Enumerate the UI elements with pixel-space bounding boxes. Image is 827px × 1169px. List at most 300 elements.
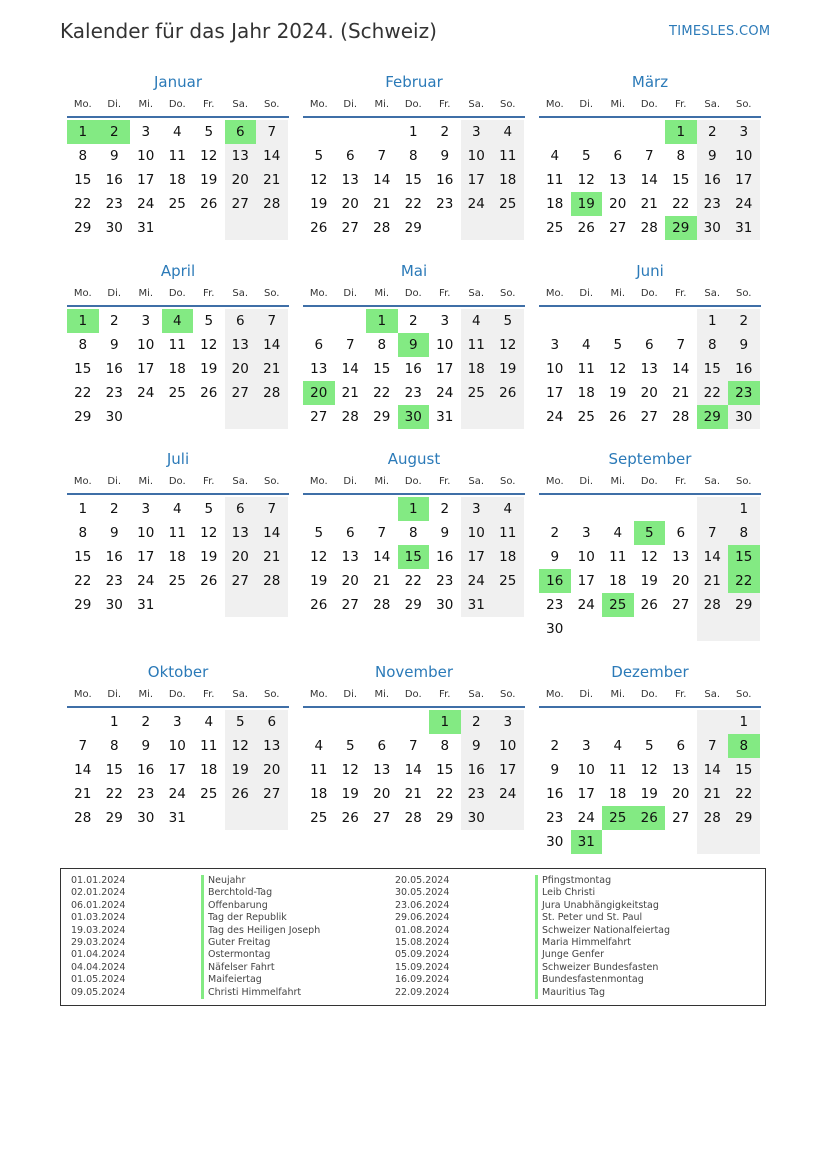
day-cell: 3 xyxy=(581,738,591,754)
day-cell: 8 xyxy=(78,525,88,541)
legend-date: 01.04.2024 xyxy=(71,949,126,961)
day-cell: 17 xyxy=(137,361,155,377)
day-cell: 13 xyxy=(225,144,257,168)
day-cell: 3 xyxy=(172,714,182,730)
day-cell: 15 xyxy=(404,172,422,188)
weekday-label: Sa. xyxy=(704,288,721,299)
holiday-legend xyxy=(60,868,766,1006)
day-cell: 15 xyxy=(74,361,92,377)
day-cell: 29 xyxy=(74,409,92,425)
day-cell: 15 xyxy=(373,361,391,377)
day-cell: 29 xyxy=(373,409,391,425)
weekday-label: Mi. xyxy=(610,99,626,110)
day-cell: 29 xyxy=(404,220,422,236)
weekday-label: Di. xyxy=(107,689,122,700)
day-cell: 3 xyxy=(141,501,151,517)
day-cell: 10 xyxy=(137,337,155,353)
weekday-label: Di. xyxy=(579,689,594,700)
weekday-label: Mi. xyxy=(610,288,626,299)
day-cell: 12 xyxy=(609,361,627,377)
day-cell: 14 xyxy=(341,361,359,377)
day-cell: 29 xyxy=(728,806,760,830)
month-name: September xyxy=(608,450,692,468)
legend-row xyxy=(61,962,761,975)
day-cell: 24 xyxy=(137,196,155,212)
day-cell: 30 xyxy=(546,621,564,637)
day-cell: 8 xyxy=(728,521,760,545)
day-cell: 9 xyxy=(440,148,450,164)
day-cell: 27 xyxy=(672,810,690,826)
day-cell: 22 xyxy=(404,573,422,589)
day-cell: 26 xyxy=(492,381,524,405)
legend-holiday-name: Neujahr xyxy=(201,875,245,888)
day-cell: 25 xyxy=(168,385,186,401)
weekday-label: Mi. xyxy=(374,476,390,487)
legend-row xyxy=(61,887,761,900)
day-cell: 7 xyxy=(256,497,288,521)
legend-holiday-name: Tag der Republik xyxy=(201,912,287,925)
day-cell: 16 xyxy=(105,361,123,377)
day-cell: 27 xyxy=(341,597,359,613)
legend-date: 01.05.2024 xyxy=(71,974,126,986)
weekday-label: Mo. xyxy=(73,689,92,700)
weekend-blank xyxy=(461,405,493,429)
day-cell: 27 xyxy=(310,409,328,425)
legend-date: 04.04.2024 xyxy=(71,961,126,973)
day-cell: 12 xyxy=(200,337,218,353)
day-cell: 4 xyxy=(314,738,324,754)
legend-date: 01.03.2024 xyxy=(71,912,126,924)
weekday-label: Sa. xyxy=(704,476,721,487)
weekday-label: So. xyxy=(500,288,516,299)
day-cell: 31 xyxy=(168,810,186,826)
day-cell: 21 xyxy=(256,545,288,569)
weekday-label: Do. xyxy=(168,476,186,487)
day-cell: 27 xyxy=(672,597,690,613)
day-cell: 23 xyxy=(404,385,422,401)
day-cell: 4 xyxy=(613,525,623,541)
day-cell: 20 xyxy=(341,196,359,212)
day-cell: 20 xyxy=(225,357,257,381)
weekend-blank xyxy=(225,593,257,617)
day-cell: 6 xyxy=(225,309,257,333)
day-cell: 5 xyxy=(204,501,214,517)
legend-holiday-name: Guter Freitag xyxy=(201,937,270,950)
weekday-label: Mi. xyxy=(138,288,154,299)
day-cell: 27 xyxy=(609,220,627,236)
day-cell: 17 xyxy=(492,758,524,782)
day-cell: 6 xyxy=(676,525,686,541)
legend-holiday-name: Schweizer Bundesfasten xyxy=(535,962,658,975)
weekday-label: Fr. xyxy=(439,689,451,700)
day-cell: 5 xyxy=(314,148,324,164)
legend-holiday-name: Mauritius Tag xyxy=(535,987,605,1000)
day-cell: 5 xyxy=(644,738,654,754)
day-cell: 12 xyxy=(640,762,658,778)
weekday-label: Sa. xyxy=(468,476,485,487)
day-cell: 7 xyxy=(697,734,729,758)
weekday-label: Mi. xyxy=(138,99,154,110)
weekday-label: Do. xyxy=(640,476,658,487)
month-divider xyxy=(67,116,289,118)
weekend-blank xyxy=(461,216,493,240)
month-name: November xyxy=(374,663,454,681)
weekday-label: Di. xyxy=(343,288,358,299)
day-cell: 14 xyxy=(256,521,288,545)
holiday-day: 8 xyxy=(728,734,760,758)
day-cell: 10 xyxy=(492,734,524,758)
weekend-blank xyxy=(492,216,524,240)
month-divider xyxy=(303,493,525,495)
day-cell: 4 xyxy=(550,148,560,164)
day-cell: 7 xyxy=(676,337,686,353)
day-cell: 28 xyxy=(672,409,690,425)
day-cell: 23 xyxy=(105,385,123,401)
legend-date: 01.08.2024 xyxy=(395,924,450,936)
day-cell: 20 xyxy=(225,168,257,192)
day-cell: 2 xyxy=(728,309,760,333)
weekend-blank xyxy=(492,806,524,830)
day-cell: 10 xyxy=(577,549,595,565)
day-cell: 15 xyxy=(74,549,92,565)
weekday-label: So. xyxy=(500,689,516,700)
weekday-label: So. xyxy=(264,288,280,299)
day-cell: 18 xyxy=(200,762,218,778)
legend-row xyxy=(61,925,761,938)
weekday-label: So. xyxy=(264,476,280,487)
legend-holiday-name: Leib Christi xyxy=(535,887,595,900)
day-cell: 27 xyxy=(225,569,257,593)
day-cell: 3 xyxy=(141,124,151,140)
day-cell: 13 xyxy=(225,333,257,357)
weekday-label: Di. xyxy=(579,288,594,299)
day-cell: 3 xyxy=(492,710,524,734)
day-cell: 1 xyxy=(78,501,88,517)
day-cell: 12 xyxy=(640,549,658,565)
day-cell: 5 xyxy=(581,148,591,164)
day-cell: 14 xyxy=(697,545,729,569)
day-cell: 17 xyxy=(546,385,564,401)
day-cell: 4 xyxy=(172,124,182,140)
day-cell: 3 xyxy=(461,497,493,521)
day-cell: 16 xyxy=(697,168,729,192)
legend-holiday-name: Maifeiertag xyxy=(201,974,262,987)
month-name: Juli xyxy=(166,450,190,468)
day-cell: 21 xyxy=(404,786,422,802)
day-cell: 3 xyxy=(461,120,493,144)
day-cell: 28 xyxy=(256,192,288,216)
weekday-label: Mi. xyxy=(374,689,390,700)
day-cell: 9 xyxy=(550,762,560,778)
day-cell: 6 xyxy=(644,337,654,353)
weekday-label: Di. xyxy=(107,476,122,487)
holiday-day: 29 xyxy=(665,216,697,240)
day-cell: 23 xyxy=(137,786,155,802)
holiday-day: 5 xyxy=(634,521,666,545)
legend-holiday-name: Ostermontag xyxy=(201,949,270,962)
holiday-day: 19 xyxy=(571,192,603,216)
day-cell: 2 xyxy=(440,501,450,517)
day-cell: 23 xyxy=(436,196,454,212)
holiday-day: 22 xyxy=(728,569,760,593)
weekday-label: Mo. xyxy=(309,288,328,299)
day-cell: 11 xyxy=(168,525,186,541)
day-cell: 16 xyxy=(728,357,760,381)
weekday-label: Sa. xyxy=(704,689,721,700)
day-cell: 30 xyxy=(105,597,123,613)
legend-holiday-name: Bundesfastenmontag xyxy=(535,974,644,987)
day-cell: 24 xyxy=(137,573,155,589)
day-cell: 25 xyxy=(461,381,493,405)
legend-date: 15.08.2024 xyxy=(395,937,450,948)
day-cell: 6 xyxy=(613,148,623,164)
day-cell: 16 xyxy=(105,549,123,565)
day-cell: 17 xyxy=(461,168,493,192)
legend-holiday-name: Offenbarung xyxy=(201,900,268,913)
day-cell: 11 xyxy=(492,521,524,545)
month-divider xyxy=(67,305,289,307)
weekday-label: Mo. xyxy=(73,476,92,487)
day-cell: 31 xyxy=(728,216,760,240)
day-cell: 16 xyxy=(137,762,155,778)
legend-holiday-name: Maria Himmelfahrt xyxy=(535,937,631,950)
day-cell: 1 xyxy=(408,124,418,140)
day-cell: 20 xyxy=(256,758,288,782)
day-cell: 8 xyxy=(408,525,418,541)
day-cell: 21 xyxy=(640,196,658,212)
day-cell: 24 xyxy=(461,192,493,216)
day-cell: 6 xyxy=(314,337,324,353)
day-cell: 19 xyxy=(200,549,218,565)
day-cell: 12 xyxy=(200,148,218,164)
day-cell: 24 xyxy=(492,782,524,806)
day-cell: 29 xyxy=(105,810,123,826)
day-cell: 26 xyxy=(310,597,328,613)
day-cell: 5 xyxy=(345,738,355,754)
day-cell: 26 xyxy=(640,597,658,613)
legend-holiday-name: Schweizer Nationalfeiertag xyxy=(535,925,670,938)
weekday-label: So. xyxy=(736,689,752,700)
day-cell: 12 xyxy=(310,549,328,565)
legend-date: 16.09.2024 xyxy=(395,974,450,986)
legend-holiday-name: Pfingstmontag xyxy=(535,875,611,888)
day-cell: 21 xyxy=(256,357,288,381)
day-cell: 30 xyxy=(697,216,729,240)
day-cell: 17 xyxy=(137,172,155,188)
day-cell: 5 xyxy=(225,710,257,734)
month-name: Januar xyxy=(154,73,202,91)
day-cell: 14 xyxy=(256,144,288,168)
weekday-label: So. xyxy=(736,99,752,110)
day-cell: 14 xyxy=(697,758,729,782)
day-cell: 3 xyxy=(581,525,591,541)
weekday-label: Do. xyxy=(168,288,186,299)
day-cell: 5 xyxy=(613,337,623,353)
day-cell: 29 xyxy=(728,593,760,617)
day-cell: 28 xyxy=(74,810,92,826)
day-cell: 18 xyxy=(492,168,524,192)
day-cell: 30 xyxy=(137,810,155,826)
day-cell: 5 xyxy=(204,124,214,140)
legend-row xyxy=(61,912,761,925)
weekday-label: Sa. xyxy=(232,288,249,299)
day-cell: 25 xyxy=(168,573,186,589)
weekday-label: Mo. xyxy=(73,99,92,110)
day-cell: 23 xyxy=(546,810,564,826)
day-cell: 27 xyxy=(640,409,658,425)
weekday-label: Sa. xyxy=(468,689,485,700)
day-cell: 18 xyxy=(168,361,186,377)
day-cell: 26 xyxy=(200,196,218,212)
month-name: Dezember xyxy=(611,663,689,681)
day-cell: 20 xyxy=(341,573,359,589)
weekend-blank xyxy=(728,830,760,854)
weekday-label: Di. xyxy=(579,476,594,487)
day-cell: 24 xyxy=(728,192,760,216)
day-cell: 8 xyxy=(78,148,88,164)
weekday-label: Mo. xyxy=(545,288,564,299)
day-cell: 18 xyxy=(609,573,627,589)
weekday-label: Fr. xyxy=(439,99,451,110)
day-cell: 9 xyxy=(440,525,450,541)
day-cell: 5 xyxy=(204,313,214,329)
day-cell: 21 xyxy=(697,569,729,593)
site-link[interactable]: TIMESLES.COM xyxy=(669,24,771,39)
day-cell: 17 xyxy=(577,786,595,802)
legend-row xyxy=(61,974,761,987)
weekday-label: Sa. xyxy=(704,99,721,110)
legend-holiday-name: Christi Himmelfahrt xyxy=(201,987,301,1000)
weekday-label: Sa. xyxy=(232,689,249,700)
day-cell: 4 xyxy=(613,738,623,754)
holiday-day: 4 xyxy=(162,309,194,333)
month-divider xyxy=(67,493,289,495)
day-cell: 11 xyxy=(546,172,564,188)
day-cell: 24 xyxy=(168,786,186,802)
weekend-blank xyxy=(697,497,729,521)
legend-date: 06.01.2024 xyxy=(71,899,126,911)
day-cell: 24 xyxy=(546,409,564,425)
weekday-label: So. xyxy=(264,689,280,700)
day-cell: 20 xyxy=(672,786,690,802)
day-cell: 11 xyxy=(168,337,186,353)
day-cell: 8 xyxy=(440,738,450,754)
day-cell: 13 xyxy=(640,361,658,377)
day-cell: 13 xyxy=(225,521,257,545)
day-cell: 22 xyxy=(373,385,391,401)
day-cell: 7 xyxy=(408,738,418,754)
weekday-label: Mo. xyxy=(73,288,92,299)
weekday-label: Di. xyxy=(107,288,122,299)
day-cell: 17 xyxy=(137,549,155,565)
month-name: April xyxy=(160,262,196,280)
weekday-label: Mi. xyxy=(138,689,154,700)
weekday-label: Do. xyxy=(404,288,422,299)
day-cell: 18 xyxy=(168,549,186,565)
day-cell: 31 xyxy=(137,597,155,613)
weekend-blank xyxy=(697,710,729,734)
day-cell: 22 xyxy=(74,196,92,212)
day-cell: 29 xyxy=(74,597,92,613)
day-cell: 23 xyxy=(105,196,123,212)
day-cell: 2 xyxy=(440,124,450,140)
weekday-label: So. xyxy=(500,99,516,110)
day-cell: 3 xyxy=(728,120,760,144)
day-cell: 18 xyxy=(310,786,328,802)
day-cell: 24 xyxy=(577,810,595,826)
day-cell: 2 xyxy=(550,525,560,541)
day-cell: 8 xyxy=(697,333,729,357)
month-name: Juni xyxy=(636,262,664,280)
day-cell: 21 xyxy=(74,786,92,802)
weekday-label: Do. xyxy=(404,99,422,110)
month-divider xyxy=(303,305,525,307)
day-cell: 14 xyxy=(373,172,391,188)
day-cell: 30 xyxy=(728,405,760,429)
day-cell: 13 xyxy=(256,734,288,758)
weekday-label: Mo. xyxy=(309,99,328,110)
day-cell: 9 xyxy=(461,734,493,758)
legend-date: 19.03.2024 xyxy=(71,924,126,936)
day-cell: 17 xyxy=(728,168,760,192)
day-cell: 24 xyxy=(577,597,595,613)
day-cell: 19 xyxy=(492,357,524,381)
day-cell: 7 xyxy=(377,525,387,541)
page-title: Kalender für das Jahr 2024. (Schweiz) xyxy=(60,19,437,43)
day-cell: 29 xyxy=(404,597,422,613)
day-cell: 29 xyxy=(74,220,92,236)
weekend-blank xyxy=(225,216,257,240)
day-cell: 22 xyxy=(105,786,123,802)
day-cell: 19 xyxy=(341,786,359,802)
day-cell: 16 xyxy=(404,361,422,377)
day-cell: 8 xyxy=(676,148,686,164)
month-name: März xyxy=(631,73,669,91)
day-cell: 30 xyxy=(461,806,493,830)
day-cell: 30 xyxy=(436,597,454,613)
day-cell: 26 xyxy=(200,385,218,401)
day-cell: 25 xyxy=(200,786,218,802)
day-cell: 15 xyxy=(105,762,123,778)
legend-holiday-name: Näfelser Fahrt xyxy=(201,962,275,975)
day-cell: 16 xyxy=(461,758,493,782)
holiday-day: 26 xyxy=(634,806,666,830)
day-cell: 2 xyxy=(109,501,119,517)
day-cell: 4 xyxy=(581,337,591,353)
day-cell: 2 xyxy=(697,120,729,144)
day-cell: 22 xyxy=(404,196,422,212)
day-cell: 9 xyxy=(697,144,729,168)
holiday-day: 29 xyxy=(697,405,729,429)
weekday-label: Di. xyxy=(579,99,594,110)
weekend-blank xyxy=(256,593,288,617)
day-cell: 15 xyxy=(697,357,729,381)
day-cell: 20 xyxy=(640,385,658,401)
weekday-label: Mo. xyxy=(309,476,328,487)
month-divider xyxy=(539,116,761,118)
day-cell: 13 xyxy=(672,762,690,778)
day-cell: 31 xyxy=(461,593,493,617)
day-cell: 2 xyxy=(141,714,151,730)
day-cell: 6 xyxy=(377,738,387,754)
holiday-day: 25 xyxy=(602,593,634,617)
day-cell: 21 xyxy=(373,573,391,589)
day-cell: 4 xyxy=(492,120,524,144)
day-cell: 20 xyxy=(373,786,391,802)
day-cell: 4 xyxy=(461,309,493,333)
day-cell: 18 xyxy=(461,357,493,381)
day-cell: 28 xyxy=(373,220,391,236)
